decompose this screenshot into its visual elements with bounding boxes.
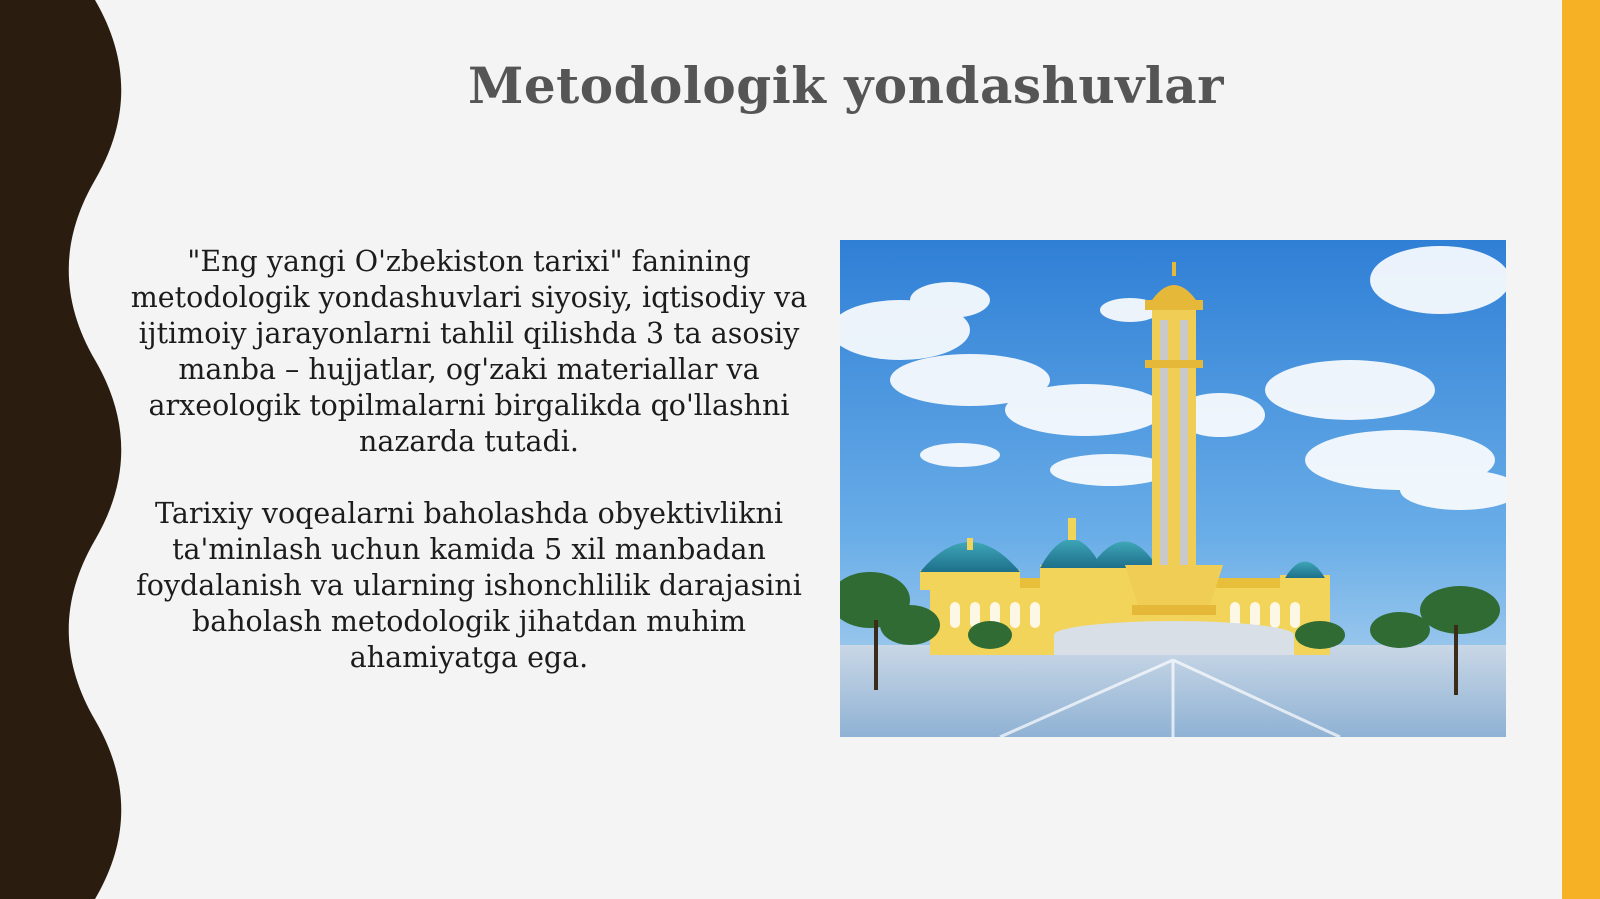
paragraph-2: Tarixiy voqealarni baholashda obyektivlikni ta'minlash uchun kamida 5 xil manbadan foydalanish va ularning ishonchlilik darajasini baholash metodologik jihatdan muhim ahamiyatga ega. — [136, 497, 802, 674]
paragraph-1: "Eng yangi O'zbekiston tarixi" fanining metodologik yondashuvlari siyosiy, iqtisodiy va ijtimoiy jarayonlarni tahlil qilishda 3 ta asosiy manba – hujjatlar, og'zaki materiallar va arxeologik topilmalarni birgalikda qo'llashni nazarda tutadi. — [130, 245, 808, 458]
left-wave-decoration — [0, 0, 130, 899]
right-accent-bar — [1562, 0, 1600, 899]
mosque-photo — [840, 240, 1506, 737]
body-text — [124, 244, 814, 676]
slide-title: Metodologik yondashuvlar — [467, 56, 1225, 115]
